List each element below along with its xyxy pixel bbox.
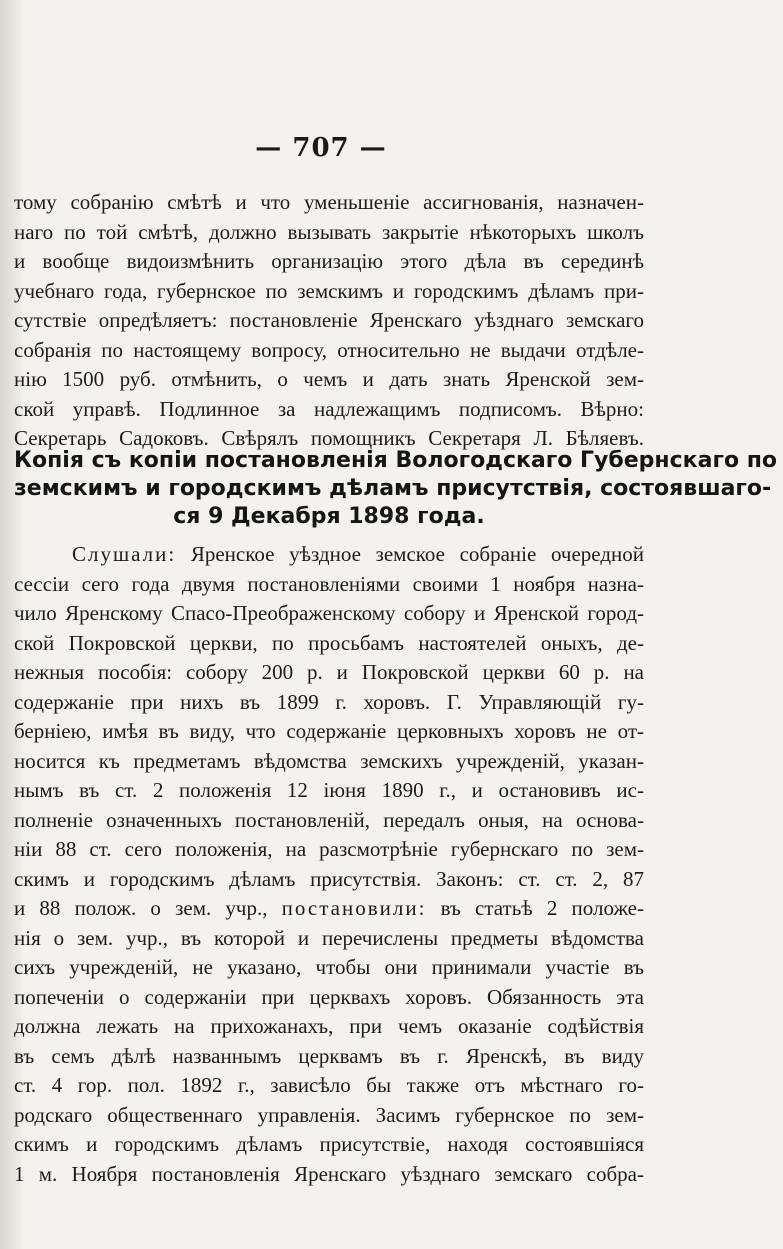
section-heading xyxy=(14,447,778,531)
heading-line: ся 9 Декабря 1898 года. xyxy=(173,504,485,529)
text-line: должна лежать на прихожанахъ, при чемъ оказаніе содѣйствія xyxy=(14,1014,644,1038)
text-line: сутствіе опредѣляетъ: постановленіе Яренскаго уѣзднаго земскаго xyxy=(14,308,644,332)
text-line: ской Покровской церкви, по просьбамъ настоятелей оныхъ, де- xyxy=(14,630,644,655)
page-number: — 707 — xyxy=(255,133,387,163)
text-line: нія о зем. учр., въ которой и перечислены предметы вѣдомства xyxy=(14,925,644,950)
text-line: тому собранію смѣтѣ и что уменьшеніе ассигнованія, назначен- xyxy=(14,190,644,214)
text-line: 1 м. Ноября постановленія Яренскаго уѣзднаго земскаго собра- xyxy=(14,1161,644,1186)
text-line: нымъ въ ст. 2 положенія 12 іюня 1890 г., и остановивъ ис- xyxy=(14,778,644,802)
text-line: ской управѣ. Подлинное за надлежащимъ подписомъ. Вѣрно: xyxy=(14,396,644,421)
text-line: и вообще видоизмѣнить организацію этого дѣла въ серединѣ xyxy=(14,249,644,273)
text-line-first xyxy=(14,540,644,570)
paragraph-resolution xyxy=(14,540,644,1189)
heading-line: земскимъ и городскимъ дѣламъ присутствія, состоявшаго- xyxy=(14,476,772,501)
text-line: полненіе означенныхъ постановленій, передалъ оныя, на основа- xyxy=(14,807,644,832)
text-segment: Яренское уѣздное земское собраніе очередной xyxy=(190,542,645,566)
text-segment: въ статьѣ 2 положе- xyxy=(440,896,644,920)
text-line: учебнаго года, губернское по земскимъ и городскимъ дѣламъ при- xyxy=(14,278,644,303)
text-line: берніею, имѣя въ виду, что содержаніе церковныхъ хоровъ не от- xyxy=(14,719,644,743)
heard-label: Слушали: xyxy=(72,542,177,566)
text-line: чило Яренскому Спасо-Преображенскому собору и Яренской город- xyxy=(14,601,644,625)
text-line: ст. 4 гор. пол. 1892 г., зависѣло бы также отъ мѣстнаго го- xyxy=(14,1073,644,1097)
paragraph-continued xyxy=(14,188,644,454)
text-line: Секретарь Садоковъ. Свѣрялъ помощникъ Секретаря Л. Бѣляевъ. xyxy=(14,426,644,450)
text-line: нежныя пособія: собору 200 р. и Покровской церкви 60 р. на xyxy=(14,660,644,684)
text-line: ніи 88 ст. сего положенія, на разсмотрѣніе губернскаго по зем- xyxy=(14,837,644,861)
text-line-resolved xyxy=(14,894,644,924)
text-line: скимъ и городскимъ дѣламъ присутствіе, находя состоявшіяся xyxy=(14,1132,644,1156)
text-line: скимъ и городскимъ дѣламъ присутствія. Законъ: ст. ст. 2, 87 xyxy=(14,866,644,891)
heading-line: Копія съ копіи постановленія Вологодскаго Губернскаго по xyxy=(14,448,778,473)
text-line: родскаго общественнаго управленія. Засимъ губернское по зем- xyxy=(14,1102,644,1127)
text-line: сессіи сего года двумя постановленіями своими 1 ноября назна- xyxy=(14,571,644,596)
text-line: нію 1500 руб. отмѣнить, о чемъ и дать знать Яренской зем- xyxy=(14,367,644,391)
text-line: въ семъ дѣлѣ названнымъ церквамъ въ г. Яренскѣ, въ виду xyxy=(14,1043,644,1068)
text-line: содержаніе при нихъ въ 1899 г. хоровъ. Г. Управляющій гу- xyxy=(14,689,644,714)
text-line: наго по той смѣтѣ, должно вызывать закрытіе нѣкоторыхъ школъ xyxy=(14,219,644,244)
text-line: собранія по настоящему вопросу, относительно не выдачи отдѣле- xyxy=(14,337,644,362)
text-line: носится къ предметамъ вѣдомства земскихъ учрежденій, указан- xyxy=(14,748,644,773)
text-line: сихъ учрежденій, не указано, чтобы они принимали участіе въ xyxy=(14,955,644,979)
text-segment: и 88 полож. о зем. учр., xyxy=(14,896,268,920)
text-line: попеченіи о содержаніи при церквахъ хоровъ. Обязанность эта xyxy=(14,984,644,1009)
resolved-label: постановили: xyxy=(281,896,427,920)
